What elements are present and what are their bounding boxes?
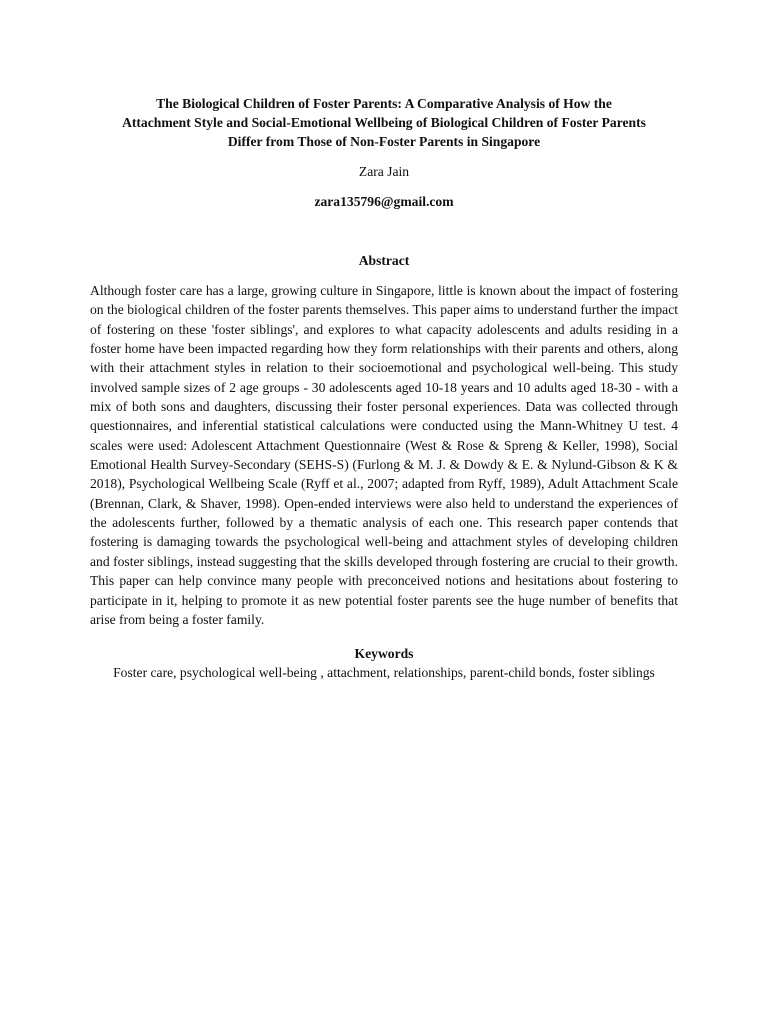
title-line-2: Attachment Style and Social-Emotional Wellbeing of Biological Children of Foster Parents [122, 115, 646, 130]
keywords-heading: Keywords [354, 646, 414, 662]
author-name: Zara Jain [358, 164, 410, 179]
author-email: zara135796@gmail.com [314, 194, 454, 209]
title-line-1: The Biological Children of Foster Parents: A Comparative Analysis of How the [156, 96, 612, 111]
title-line-3: Differ from Those of Non-Foster Parents in Singapore [227, 134, 541, 149]
paper-page [90, 94, 678, 682]
paper-title [90, 94, 678, 151]
abstract-heading: Abstract [358, 253, 410, 268]
keywords-body: Foster care, psychological well-being , attachment, relationships, parent-child bonds, foster siblings [113, 665, 655, 681]
abstract-body: Although foster care has a large, growing culture in Singapore, little is known about the impact of fostering on the biological children of the foster parents themselves. This paper aims to understand further the impact of fostering on these 'foster siblings', and explores to what capacity adolescents and adults residing in a foster home have been impacted regarding how they form relationships with their parents and others, along with their attachment styles in relation to their socioemotional and psychological well-being. This study involved sample sizes of 2 age groups - 30 adolescents aged 10-18 years and 10 adults aged 18-30 - with a mix of both sons and daughters, discussing their foster personal experiences. Data was collected through questionnaires, and inferential statistical calculations were conducted using the Mann-Whitney U test. 4 scales were used: Adolescent Attachment Questionnaire (West & Rose & Spreng & Keller, 1998), Social Emotional Health Survey-Secondary (SEHS-S) (Furlong & M. J. & Dowdy & E. & Nylund-Gibson & K & 2018), Psychological Wellbeing Scale (Ryff et al., 2007; adapted from Ryff, 1989), Adult Attachment Scale (Brennan, Clark, & Shaver, 1998). Open-ended interviews were also held to understand the experiences of the adolescents further, followed by a thematic analysis of each one. This research paper contends that fostering is damaging towards the psychological well-being and attachment styles of developing children and foster siblings, instead suggesting that the skills developed through fostering are crucial to their growth. This paper can help convince many people with preconceived notions and hesitations about fostering to participate in it, helping to promote it as new potential foster parents see the huge number of benefits that arise from being a foster family. [90, 283, 678, 627]
